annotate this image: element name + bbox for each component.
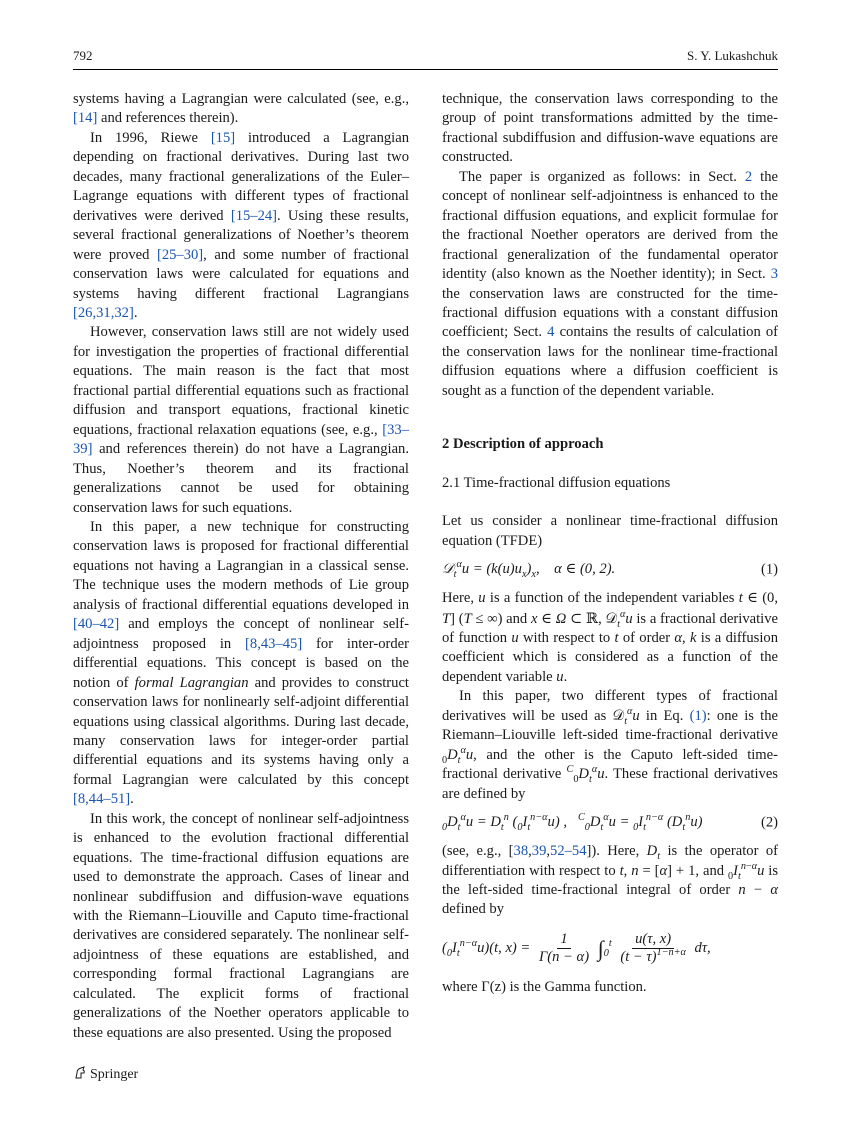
fraction: $\frac{u(\tau, x)}{(t - \tau)^{1-n+\alpha}}$ — [620, 931, 686, 966]
citation-link[interactable]: 38 — [513, 843, 529, 860]
fraction: $\frac{1}{\Gamma(n - \alpha)}$ — [538, 931, 590, 966]
right-paragraph-1: technique, the conservation laws corresponding to the group of point transformations admitted by the time-fractional subdiffusion and diffusion-wave equations are constructed. — [442, 91, 778, 166]
left-paragraph-1: systems having a Lagrangian were calculated (see, e.g., [14] and references therein). — [73, 91, 409, 127]
equation-1-body: 𝒟$_t^\alpha$u = $(k(u)u_x)_x$, α ∈ (0, 2). — [442, 559, 616, 581]
left-paragraph-4: In this paper, a new technique for constructing conservation laws is proposed for fractional differential equations not having a Lagrangian in a classical sense. The technique uses the modern methods of Lie group analysis of fractional differential equations developed in [40–42] and employs the concept of nonlinear self-adjointness proposed in [8,43–45] for inter-order differential equations. This concept is based on the notion of formal Lagrangian and provides to construct conservation laws for nonlinearly self-adjoint differential equations using classical algorithms. During last decade, many conservation laws for integer-order partial differential equations and its systems having only a formal Lagrangian were calculated by this concept [8,44–51]. — [73, 518, 409, 808]
citation-link[interactable]: [15] — [210, 129, 236, 146]
equation-2-number: (2) — [760, 814, 778, 831]
right-paragraph-6: (see, e.g., [38,39,52–54]). Here, $D_t$ is the operator of differentiation with respect to t, n = [α] + 1, and $_0I_t^{n-\alpha}u$ is the left-sided time-fractional integral of order n − α defined by — [442, 843, 779, 918]
integral-sign: ∫ — [597, 936, 604, 962]
right-paragraph-2: The paper is organized as follows: in Sect. 2 the concept of nonlinear self-adjointness is enhanced to the fractional diffusion equations, and explicit formulae for the fractional Noether operators are derived from the fractional generalization of the fundamental operator identity (also known as the Noether identity); in Sect. 3 the conservation laws are constructed for the time-fractional diffusion equations with a constant diffusion coefficient; Sect. 4 contains the results of calculation of the conservation laws for the nonlinear time-fractional diffusion equations where a diffusion coefficient is sought as a function of the dependent variable. — [442, 168, 778, 399]
equation-1-number: (1) — [760, 561, 778, 578]
springer-horse-icon — [73, 1066, 87, 1080]
citation-link[interactable]: [25–30] — [156, 246, 204, 263]
left-paragraph-2: In 1996, Riewe [15] introduced a Lagrangian depending on fractional derivatives. During last two decades, many fractional generalizations of the Euler–Lagrange equations with different types of fractional derivatives were derived [15–24]. Using these results, several fractional generalizations of Noether’s theorem were proved [25–30], and some number of fractional conservation laws were calculated for equations and systems having different fractional Lagrangians [26,31,32]. — [73, 129, 409, 321]
right-column — [442, 90, 778, 997]
equation-3 — [442, 920, 778, 978]
right-paragraph-5: In this paper, two different types of fractional derivatives will be used as 𝒟$_t^\alpha$u in Eq. (1): one is the Riemann–Liouville left-sided time-fractional derivative $_0D_t^\alpha u$, and the other is the Caputo left-sided time-fractional derivative $^C_0D_t^\alpha u$. These fractional derivatives are defined by — [442, 688, 778, 802]
citation-link[interactable]: [40–42] — [73, 616, 120, 633]
equation-3-body: $(_0I_t^{n-\alpha}u)(t$, x) = $\frac{1}{\Gamma(n - \alpha)}$ $\int_0^t$ $\frac{u(\tau, x)}{(t - \tau)^{1-n+\alpha}}$ dτ, — [442, 931, 711, 966]
citation-link[interactable]: [8,44–51] — [73, 791, 131, 808]
right-paragraph-7: where Γ(z) is the Gamma function. — [442, 978, 647, 995]
publisher-name: Springer — [90, 1067, 139, 1082]
left-column — [73, 90, 409, 1043]
equation-1 — [442, 551, 778, 589]
citation-link[interactable]: [8,43–45] — [245, 635, 303, 652]
section-link[interactable]: 2 — [744, 168, 753, 185]
citation-link[interactable]: [15–24] — [230, 207, 278, 224]
citation-link[interactable]: 39 — [531, 843, 547, 860]
equation-2-body: $_0D_t^\alpha u = D_t^n$ $(_0I_t^{n-\alpha}u)$ , $^C_0D_t^\alpha u = _0I_t^{n-\alpha}$ $(D_t^nu)$ — [442, 812, 703, 834]
citation-link[interactable]: [26,31,32] — [73, 304, 134, 321]
left-paragraph-5: In this work, the concept of nonlinear self-adjointness is enhanced to the evolution fractional differential equations. The time-fractional diffusion equations are used to demonstrate the approach. Cases of linear and nonlinear subdiffusion and diffusion-wave equations with the Riemann–Liouville and Caputo time-fractional derivatives are considered separately. The nonlinear self-adjointness of these equations are established, and corresponding formal fractional Lagrangians are calculated. The explicit forms of fractional generalizations of the Noether operators applicable to these equations are also presented. Using the proposed — [73, 810, 409, 1041]
section-heading: 2 Description of approach — [442, 436, 604, 453]
citation-link[interactable]: [33–39] — [73, 421, 409, 458]
equation-2 — [442, 804, 778, 842]
section-link[interactable]: 3 — [770, 266, 778, 283]
equation-link[interactable]: (1) — [689, 707, 707, 724]
citation-link[interactable]: 52–54 — [550, 843, 587, 860]
right-paragraph-4: Here, u is a function of the independent variables t ∈ (0, T] (T ≤ ∞) and x ∈ Ω ⊂ ℝ, 𝒟$_t^\alpha$u is a fractional derivative of function u with respect to t of order α, k is a diffusion coefficient which is considered as a function of the dependent variable u. — [442, 590, 779, 685]
subsection-heading: 2.1 Time-fractional diffusion equations — [442, 474, 671, 491]
citation-link[interactable]: [14] — [73, 110, 98, 127]
header-rule — [73, 69, 778, 70]
right-paragraph-3: Let us consider a nonlinear time-fractional diffusion equation (TFDE) — [442, 513, 778, 549]
page-number: 792 — [73, 48, 93, 63]
footer — [73, 1066, 138, 1083]
left-paragraph-3: However, conservation laws still are not widely used for investigation the properties of fractional differential equations. The main reason is the fact that most fractional partial differential equations such as fractional diffusion and transport equations, fractional kinetic equations, fractional relaxation equations (see, e.g., [33–39] and references therein) do not have a Lagrangian. Thus, Noether’s theorem and its fractional generalizations cannot be used for obtaining conservation laws for such equations. — [73, 324, 409, 516]
section-link[interactable]: 4 — [547, 324, 555, 341]
running-author: S. Y. Lukashchuk — [687, 48, 778, 63]
running-header — [73, 48, 778, 68]
